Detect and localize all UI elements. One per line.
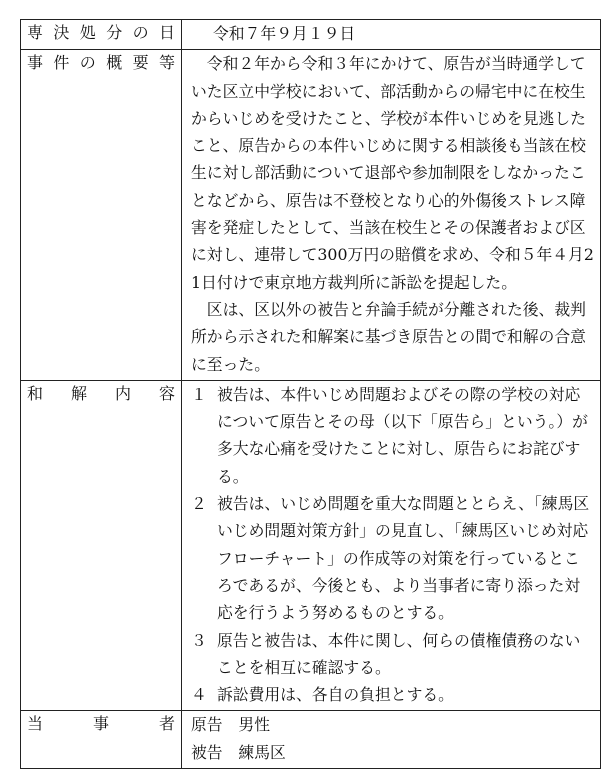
content-cell-summary: [182, 50, 601, 381]
label-cell-settlement: [21, 380, 182, 711]
label-parties: 当事者: [27, 714, 175, 734]
settlement-item: [191, 627, 594, 682]
party-plaintiff: 原告 男性: [191, 715, 270, 735]
row-parties: [21, 711, 601, 769]
item-text: 原告と被告は、本件に関し、何らの債権債務のないことを相互に確認する。: [217, 630, 581, 677]
disposition-table: [20, 19, 601, 769]
row-settlement: [21, 380, 601, 711]
item-text: 被告は、いじめ問題を重大な問題ととらえ、「練馬区いじめ問題対策方針」の見直し、「練馬区いじめ対応フローチャート」の作成等の対策を行っているところであるが、今後とも、より当事者に寄り添った対応を行うよう努めるものとする。: [217, 494, 590, 623]
summary-paragraph: 区は、区以外の被告と弁論手続が分離された後、裁判所から示された和解案に基づき原告との間で和解の合意に至った。: [191, 299, 586, 374]
label-summary: 事件の概要等: [27, 53, 175, 73]
label-cell-parties: [21, 711, 182, 769]
row-date: [21, 20, 601, 50]
label-cell-summary: [21, 50, 182, 381]
row-summary: [21, 50, 601, 381]
settlement-item: [191, 381, 594, 490]
item-number: ４: [191, 685, 207, 705]
disposition-date: 令和７年９月１９日: [213, 24, 356, 43]
settlement-item: [191, 681, 594, 708]
party-defendant: 被告 練馬区: [191, 742, 286, 762]
item-text: 被告は、本件いじめ問題およびその際の学校の対応について原告とその母（以下「原告ら」という。）が多大な心痛を受けたことに対し、原告らにお詫びする。: [217, 384, 588, 486]
content-cell-settlement: [182, 380, 601, 711]
label-date: 専決処分の日: [27, 23, 175, 42]
item-text: 訴訟費用は、各自の負担とする。: [217, 685, 454, 705]
content-cell-date: [182, 20, 601, 50]
content-cell-parties: [182, 711, 601, 769]
item-number: １: [191, 384, 207, 404]
label-cell-date: [21, 20, 182, 50]
label-settlement: 和解内容: [27, 383, 175, 403]
item-number: ２: [191, 494, 207, 514]
settlement-item: [191, 490, 594, 626]
summary-paragraph: 令和２年から令和３年にかけて、原告が当時通学していた区立中学校において、部活動からの帰宅中に在校生からいじめを受けたこと、学校が本件いじめを見逃したこと、原告からの本件いじめに関する相談後も当該在校生に対し部活動について退部や参加制限をしなかったことなどから、原告は不登校となり心的外傷後ストレス障害を発症したとして、当該在校生とその保護者および区に対し、連帯して300万円の賠償を求め、令和５年４月21日付けで東京地方裁判所に訴訟を提起した。: [191, 54, 594, 292]
item-number: ３: [191, 630, 207, 650]
